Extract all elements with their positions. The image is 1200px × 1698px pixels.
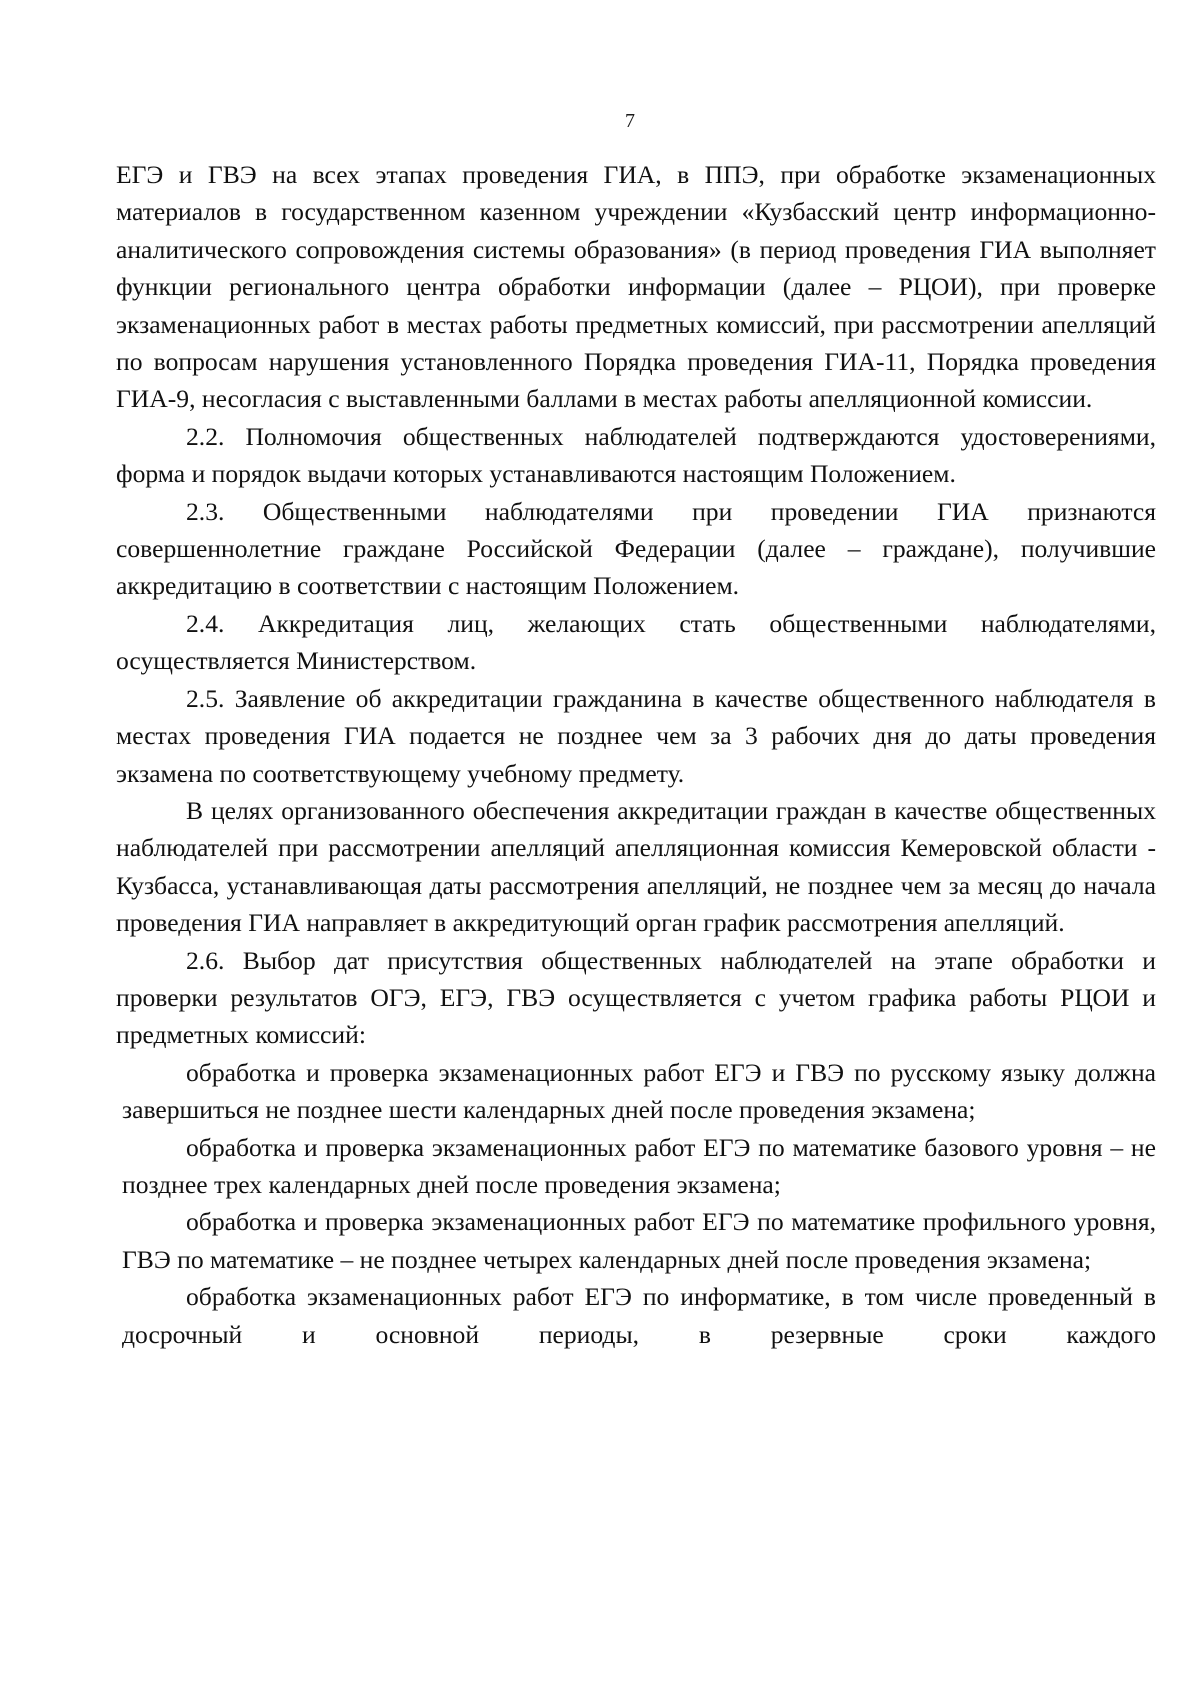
paragraph-2-2: 2.2. Полномочия общественных наблюдателей подтверждаются удостоверениями, форма и порядок выдачи которых устанавливаются настоящим Положением.	[116, 421, 1156, 489]
paragraph-2-4: 2.4. Аккредитация лиц, желающих стать общественными наблюдателями, осуществляется Министерством.	[116, 608, 1156, 676]
paragraph-2-6: 2.6. Выбор дат присутствия общественных наблюдателей на этапе обработки и проверки результатов ОГЭ, ЕГЭ, ГВЭ осуществляется с учетом графика работы РЦОИ и предметных комиссий:	[116, 945, 1156, 1050]
paragraph-2-3: 2.3. Общественными наблюдателями при проведении ГИА признаются совершеннолетние граждане Российской Федерации (далее – граждане), получившие аккредитацию в соответствии с настоящим Положением.	[116, 496, 1156, 601]
list-item-math-profile: обработка и проверка экзаменационных работ ЕГЭ по математике профильного уровня, ГВЭ по математике – не позднее четырех календарных дней после проведения экзамена;	[122, 1207, 1156, 1274]
list-item-math-basic: обработка и проверка экзаменационных работ ЕГЭ по математике базового уровня – не позднее трех календарных дней после проведения экзамена;	[122, 1132, 1156, 1199]
page-number: 7	[625, 110, 635, 132]
paragraph-2-5: 2.5. Заявление об аккредитации гражданина в качестве общественного наблюдателя в местах проведения ГИА подается не позднее чем за 3 рабочих дня до даты проведения экзамена по соответствующему учебному предмету.	[116, 683, 1156, 788]
document-body	[116, 156, 1156, 1353]
paragraph-continuation: ЕГЭ и ГВЭ на всех этапах проведения ГИА, в ППЭ, при обработке экзаменационных материалов в государственном казенном учреждении «Кузбасский центр информационно-аналитического сопровождения системы образования» (в период проведения ГИА выполняет функции регионального центра обработки информации (далее – РЦОИ), при проверке экзаменационных работ в местах работы предметных комиссий, при рассмотрении апелляций по вопросам нарушения установленного Порядка проведения ГИА-11, Порядка проведения ГИА-9, несогласия с выставленными баллами в местах работы апелляционной комиссии.	[116, 160, 1156, 414]
list-item-russian: обработка и проверка экзаменационных работ ЕГЭ и ГВЭ по русскому языку должна завершиться не позднее шести календарных дней после проведения экзамена;	[122, 1057, 1156, 1125]
list-item-informatics: обработка экзаменационных работ ЕГЭ по информатике, в том числе проведенный в досрочный и основной периоды, в резервные сроки каждого	[122, 1282, 1156, 1349]
paragraph-2-5-appeals: В целях организованного обеспечения аккредитации граждан в качестве общественных наблюдателей при рассмотрении апелляций апелляционная комиссия Кемеровской области - Кузбасса, устанавливающая даты рассмотрения апелляций, не позднее чем за месяц до начала проведения ГИА направляет в аккредитующий орган график рассмотрения апелляций.	[116, 795, 1156, 938]
